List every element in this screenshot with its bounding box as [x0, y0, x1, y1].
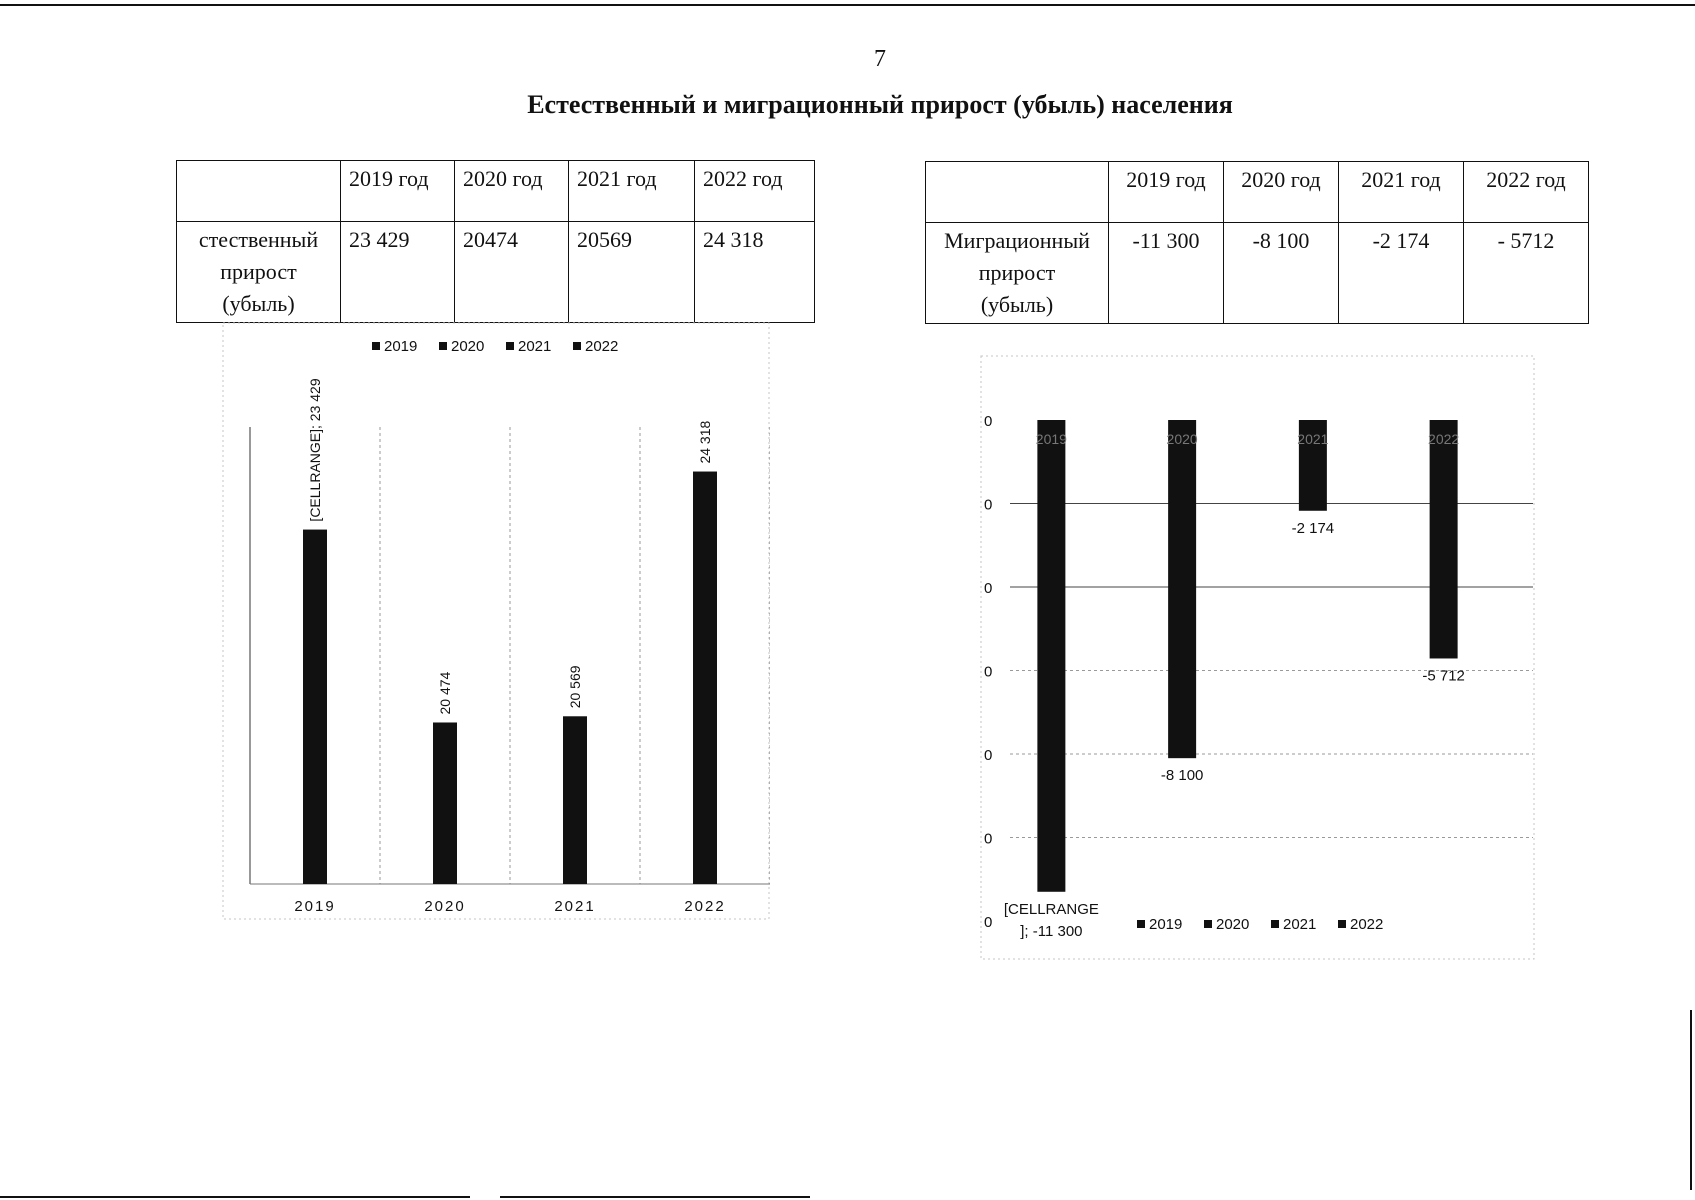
- migration-chart: [980, 355, 1535, 960]
- bottom-rule-right: [500, 1196, 810, 1198]
- right-edge-mark: [1690, 1010, 1692, 1190]
- bar: [1430, 420, 1458, 658]
- legend-label: 2021: [518, 338, 552, 355]
- category-label: 2021: [1297, 431, 1329, 447]
- legend-swatch: [1271, 920, 1279, 928]
- y-tick-label: 0: [984, 747, 993, 764]
- table-cell: -8 100: [1224, 223, 1339, 324]
- table-header-cell: 2022 год: [1464, 162, 1589, 223]
- natural-increase-chart: [222, 322, 770, 920]
- top-rule: [0, 4, 1695, 6]
- category-label: 2022: [1428, 431, 1460, 447]
- bar: [1168, 420, 1196, 758]
- table-header-row: [177, 161, 815, 222]
- y-tick-label: 0: [984, 914, 993, 931]
- legend-swatch: [372, 342, 380, 350]
- row-label-line: прирост: [978, 260, 1056, 285]
- legend-label: 2019: [1149, 916, 1183, 933]
- y-tick-label: 0: [984, 580, 993, 597]
- table-header-cell: 2022 год: [695, 161, 815, 222]
- row-label-line: (убыль): [980, 292, 1054, 317]
- legend-swatch: [506, 342, 514, 350]
- table-cell: 23 429: [341, 222, 455, 323]
- legend-swatch: [1204, 920, 1212, 928]
- table-header-cell: 2020 год: [455, 161, 569, 222]
- legend-label: 2020: [451, 338, 485, 355]
- data-label: 24 318: [697, 420, 713, 464]
- natural-increase-table: [176, 160, 815, 323]
- x-tick-label: 2019: [294, 898, 336, 915]
- x-tick-label: 2020: [424, 898, 466, 915]
- chart-legend: [1137, 916, 1383, 933]
- category-label: 2020: [1166, 431, 1198, 447]
- table-header-row: [926, 162, 1589, 223]
- legend-swatch: [1338, 920, 1346, 928]
- table-corner-cell: [177, 161, 341, 222]
- table-cell: -2 174: [1339, 223, 1464, 324]
- x-tick-label: 2021: [554, 898, 596, 915]
- legend-label: 2021: [1283, 916, 1317, 933]
- x-tick-label: 2022: [684, 898, 726, 915]
- bar: [433, 722, 457, 884]
- data-label: 20 474: [437, 671, 453, 715]
- row-label: [926, 223, 1109, 324]
- chart-legend: [372, 338, 618, 355]
- data-label: [CELLRANGE: [1003, 900, 1099, 918]
- table-cell: 20569: [569, 222, 695, 323]
- row-label-line: стественный: [198, 227, 319, 252]
- legend-swatch: [439, 342, 447, 350]
- y-tick-label: 0: [984, 413, 993, 430]
- row-label: [177, 222, 341, 323]
- bar: [563, 716, 587, 884]
- row-label-line: (убыль): [222, 291, 295, 316]
- bar: [693, 472, 717, 884]
- data-label: [CELLRANGE]; 23 429: [307, 378, 323, 522]
- category-label: 2019: [1035, 431, 1067, 447]
- data-label: ]; -11 300: [1020, 922, 1083, 940]
- legend-label: 2020: [1216, 916, 1250, 933]
- data-label: 20 569: [567, 665, 583, 709]
- bottom-rule-left: [0, 1196, 470, 1198]
- data-label: -8 100: [1160, 767, 1204, 785]
- page-title: Естественный и миграционный прирост (убыль) населения: [527, 90, 1233, 119]
- table-header-cell: 2021 год: [1339, 162, 1464, 223]
- bar: [303, 530, 327, 884]
- table-header-cell: 2019 год: [341, 161, 455, 222]
- table-row: [926, 223, 1589, 324]
- table-header-cell: 2020 год: [1224, 162, 1339, 223]
- row-label-line: Миграционный: [944, 228, 1090, 253]
- table-cell: - 5712: [1464, 223, 1589, 324]
- y-tick-label: 0: [984, 663, 993, 681]
- legend-label: 2022: [585, 338, 619, 355]
- table-cell: 24 318: [695, 222, 815, 323]
- legend-swatch: [1137, 920, 1145, 928]
- table-cell: 20474: [455, 222, 569, 323]
- data-label: -5 712: [1422, 667, 1465, 685]
- legend-label: 2019: [384, 338, 418, 355]
- row-label-line: прирост: [220, 259, 297, 284]
- y-tick-label: 0: [984, 830, 993, 848]
- y-tick-label: 0: [984, 496, 993, 514]
- table-header-cell: 2021 год: [569, 161, 695, 222]
- table-corner-cell: [926, 162, 1109, 223]
- bar: [1037, 420, 1065, 892]
- migration-table: [925, 161, 1589, 324]
- table-row: [177, 222, 815, 323]
- page-number: 7: [874, 46, 886, 72]
- legend-label: 2022: [1350, 916, 1384, 933]
- legend-swatch: [573, 342, 581, 350]
- data-label: -2 174: [1291, 519, 1335, 537]
- table-cell: -11 300: [1109, 223, 1224, 324]
- table-header-cell: 2019 год: [1109, 162, 1224, 223]
